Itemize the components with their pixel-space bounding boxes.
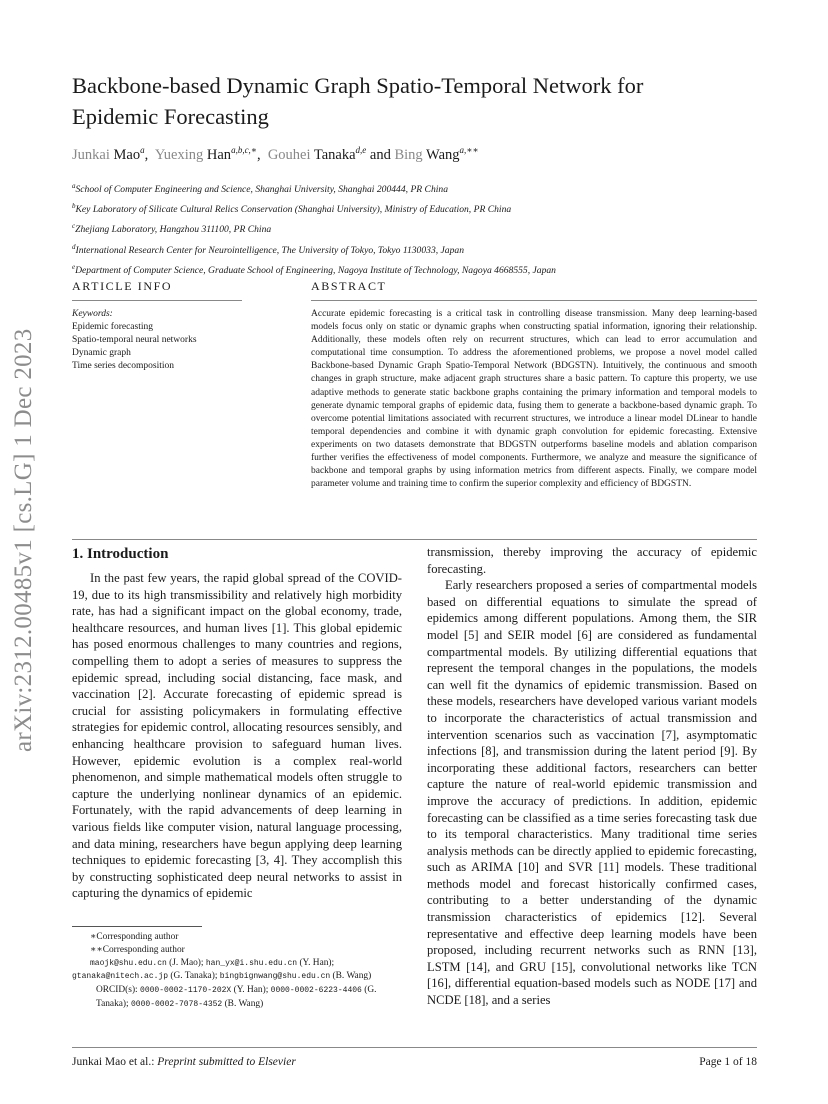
- email-link[interactable]: gtanaka@nitech.ac.jp: [72, 972, 169, 982]
- keyword-item: Time series decomposition: [72, 361, 175, 371]
- orcid-link[interactable]: 0000-0002-1170-202X: [140, 986, 232, 996]
- intro-right-column: [427, 544, 757, 1009]
- intro-paragraph-1: In the past few years, the rapid global spread of the COVID-19, due to its high transmissibility and relatively high morbidity rate, has had a significant impact on the global economy, trade, healthcare resources, and human lives [1]. This global epidemic has posed enormous challenges to many countries and regions, compelling them to adopt a series of measures to suppress the epidemic spread, including social distancing, face mask, and vaccination [2]. Accurate forecasting of epidemic spread is crucial for assisting policymakers in formulating effective strategies for epidemic control, allocating resources sensibly, and enhancing healthcare provision to safeguard human lives. However, epidemic evolution is a complex real-world phenomenon, and simple mathematical models often struggle to capture the underlying nonlinear dynamics of an epidemic. Fortunately, with the rapid advancements of deep learning in various fields like computer vision, natural language processing, and data mining, researchers have begun applying deep learning techniques to epidemic forecasting [3, 4]. They accomplish this by constructing sophisticated deep neural networks to assist in capturing the dynamics of epidemic: [72, 571, 402, 901]
- intro-paragraph-2: Early researchers proposed a series of compartmental models based on differential equations to simulate the spread of epidemics among different populations. Among them, the SIR model [5] and SEIR model [6] are considered as fundamental compartmental models. By utilizing differential equations that represent the temporal changes in the populations, the models can well fit the dynamics of epidemic transmission. Based on these models, researchers have developed various variant models to incorporate the characteristics of actual transmission and intervention scenarios such as vaccination [7], asymptomatic infections [8], and transmission during the latent period [9]. By incorporating these additional factors, researchers can better capture the nature of real-world epidemic transmission and improve the accuracy of predictions. In addition, epidemic forecasting can be classified as a time series forecasting task due to its temporal characteristics. Many traditional time series analysis methods can be directly applied to epidemic forecasting, such as ARIMA [10] and SVR [11] models. These traditional methods model and forecast historically confirmed cases, contributing to a better understanding of the dynamic transmission characteristics of epidemics [12]. Several representative and effective deep learning models have been proposed, including recurrent networks such as RNN [13], LSTM [14], and GRU [15], convolutional networks like TCN [16], differential equation-based models such as NODE [17] and NCDE [18], and a series: [427, 578, 757, 1008]
- affiliation-b: $^b$Key Laboratory of Silicate Cultural Relics Conservation (Shanghai University), Ministry of Education, PR China: [72, 202, 512, 216]
- footnote-emails-2: gtanaka@nitech.ac.jp (G. Tanaka); bingbignwang@shu.edu.cn (B. Wang): [72, 971, 372, 982]
- author-han: Yuexing Han$^{a,b,c,∗}$: [154, 145, 257, 163]
- footnote-rule: [72, 926, 202, 927]
- keyword-item: Dynamic graph: [72, 348, 131, 358]
- paper-title: [72, 70, 772, 132]
- article-info-heading: ARTICLE INFO: [72, 279, 173, 293]
- author-and: and: [369, 146, 391, 163]
- orcid-link[interactable]: 0000-0002-6223-4406: [270, 986, 362, 996]
- affiliation-e: $^e$Department of Computer Science, Graduate School of Engineering, Nagoya Institute of Technology, Nagoya 4668555, Japan: [72, 262, 556, 276]
- page-number: Page 1 of 18: [699, 1056, 757, 1068]
- author-tanaka: Gouhei Tanaka$^{d,e}$: [267, 145, 367, 163]
- title-line-2: Epidemic Forecasting: [72, 104, 269, 129]
- email-link[interactable]: bingbignwang@shu.edu.cn: [219, 972, 331, 982]
- author-wang: Bing Wang$^{a,∗∗}$: [394, 145, 479, 163]
- affiliation-c: $^c$Zhejiang Laboratory, Hangzhou 311100, PR China: [72, 222, 272, 236]
- footnote-orcid: ORCID(s): 0000-0002-1170-202X (Y. Han); 0000-0002-6223-4406 (G. Tanaka); 0000-0002-7078-4352 (B. Wang): [96, 985, 377, 1009]
- front-matter-rule: [72, 539, 757, 540]
- section-heading-introduction: 1. Introduction: [72, 546, 169, 562]
- footer-left: Junkai Mao et al.: Preprint submitted to Elsevier: [72, 1056, 296, 1068]
- article-info-rule: [72, 300, 242, 301]
- abstract-rule: [311, 300, 757, 301]
- email-link[interactable]: han_yx@i.shu.edu.cn: [205, 958, 298, 968]
- arxiv-identifier: arXiv:2312.00485v1 [cs.LG] 1 Dec 2023: [10, 328, 37, 752]
- footnote-emails-1: maojk@shu.edu.cn (J. Mao); han_yx@i.shu.edu.cn (Y. Han);: [90, 957, 335, 968]
- affiliation-a: $^a$School of Computer Engineering and Science, Shanghai University, Shanghai 200444, PR China: [72, 182, 449, 196]
- intro-left-column: [72, 570, 402, 902]
- author-list: Junkai Mao$^a$, Yuexing Han$^{a,b,c,∗}$, Gouhei Tanaka$^{d,e}$ and Bing Wang$^{a,∗∗}$: [72, 145, 479, 163]
- abstract-text: Accurate epidemic forecasting is a critical task in controlling disease transmission. Many deep learning-based models focus only on static or dynamic graphs when constructing spatial information, ignoring their relationship. Additionally, these models often rely on recurrent structures, which can lead to error accumulation and computational time consumption. To address the aforementioned problems, we propose a novel model called Backbone-based Dynamic Graph Spatio-Temporal Network (BDGSTN). Intuitively, the continuous and smooth changes in graph structure, make adjacent graph structures share a basic pattern. To capture this property, we use adaptive methods to generate static backbone graphs containing the primary information and temporal models to generate dynamic temporal graphs of epidemic data, fusing them to generate a backbone-based dynamic graph. To overcome potential limitations associated with recurrent structures, we introduce a linear model DLinear to handle temporal dependencies and combine it with dynamic graph convolution for epidemic forecasting. Extensive experiments on two datasets demonstrate that BDGSTN outperforms baseline models and ablation comparison further verifies the effectiveness of model components. Furthermore, we analyze and measure the significance of backbone and temporal graphs by using information metrics from different aspects. Finally, we compare model parameter volume and training time to confirm the superior complexity and efficiency of BDGSTN.: [311, 309, 757, 490]
- keywords-label: Keywords:: [72, 309, 113, 319]
- orcid-link[interactable]: 0000-0002-7078-4352: [131, 999, 223, 1009]
- affiliation-d: $^d$International Research Center for Neurointelligence, The University of Tokyo, Tokyo 1130033, Japan: [72, 242, 464, 256]
- keywords-block: [72, 308, 297, 373]
- intro-paragraph-1-cont: transmission, thereby improving the accuracy of epidemic forecasting.: [427, 545, 757, 576]
- footnotes: [72, 931, 402, 1012]
- keyword-item: Epidemic forecasting: [72, 322, 153, 332]
- title-line-1: Backbone-based Dynamic Graph Spatio-Temporal Network for: [72, 73, 644, 98]
- footnote-corresponding-1: ∗Corresponding author: [90, 932, 179, 942]
- affiliations: [72, 178, 772, 279]
- abstract-heading: ABSTRACT: [311, 279, 387, 293]
- author-mao: Junkai Mao$^a$: [72, 145, 145, 163]
- footnote-corresponding-2: ∗∗Corresponding author: [90, 944, 185, 955]
- email-link[interactable]: maojk@shu.edu.cn: [90, 958, 167, 968]
- footer-rule: [72, 1047, 757, 1048]
- keyword-item: Spatio-temporal neural networks: [72, 335, 197, 345]
